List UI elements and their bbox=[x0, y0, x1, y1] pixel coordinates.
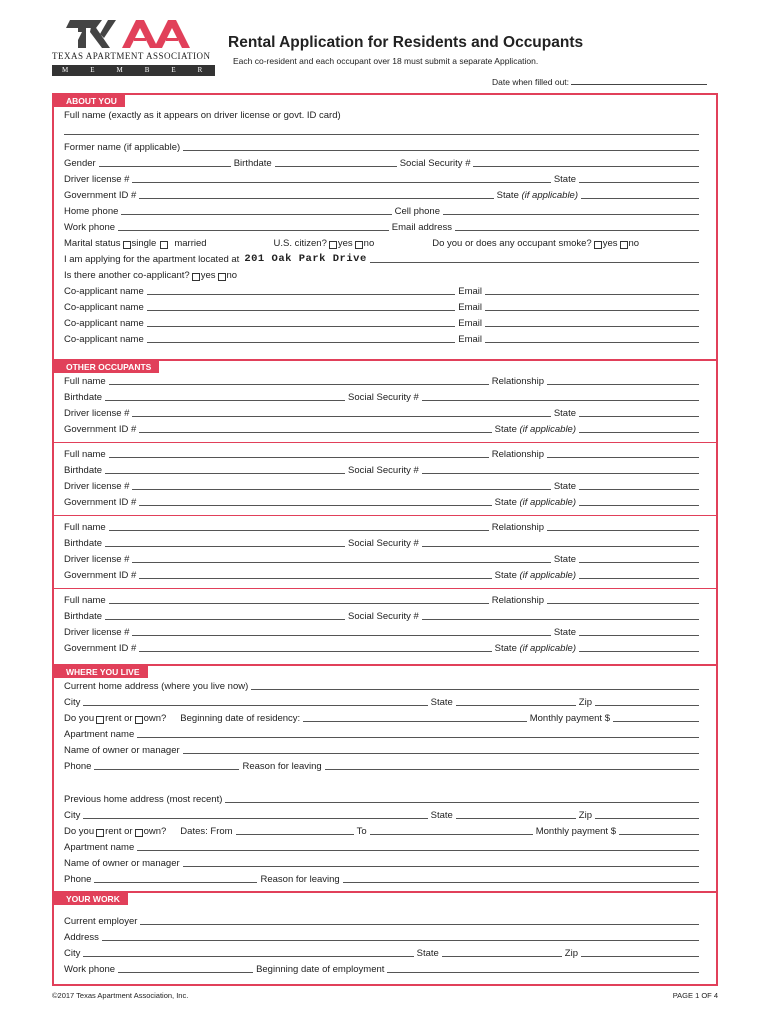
gender-row[interactable] bbox=[64, 157, 702, 169]
city-row[interactable] bbox=[64, 696, 702, 708]
occupant-1-row[interactable] bbox=[64, 423, 702, 435]
owner-manager-row[interactable] bbox=[64, 744, 702, 756]
occupant-divider bbox=[54, 442, 716, 443]
occupant-4-row[interactable] bbox=[64, 610, 702, 622]
occupant-birthdate-input[interactable] bbox=[105, 546, 345, 547]
occupant-relationship-input[interactable] bbox=[547, 457, 699, 458]
occupant-gov-id-input[interactable] bbox=[139, 651, 491, 652]
co-applicant-email-label: Email bbox=[458, 334, 482, 345]
prev-zip-label: Zip bbox=[578, 810, 592, 821]
begin-residency-label: Beginning date of residency: bbox=[180, 713, 301, 724]
single-checkbox[interactable] bbox=[123, 241, 131, 249]
co-applicant-row[interactable] bbox=[64, 317, 702, 329]
occupant-dl-state-label: State bbox=[553, 554, 576, 565]
occupant-dl-input[interactable] bbox=[132, 635, 550, 636]
work-state-input[interactable] bbox=[442, 956, 562, 957]
occupant-gov-id-input[interactable] bbox=[139, 432, 491, 433]
own-label: own? bbox=[143, 713, 167, 724]
full-name-line-row[interactable] bbox=[64, 125, 702, 137]
where-you-live-section bbox=[52, 664, 718, 893]
occupant-name-label: Full name bbox=[64, 449, 106, 460]
work-city-input[interactable] bbox=[83, 956, 413, 957]
smoke-no-checkbox[interactable] bbox=[620, 241, 628, 249]
occupant-dl-state-label: State bbox=[553, 408, 576, 419]
prev-city-input[interactable] bbox=[83, 818, 427, 819]
co-applicant-name-label: Co-applicant name bbox=[64, 302, 144, 313]
full-name-label: Full name (exactly as it appears on driver license or govt. ID card) bbox=[64, 110, 341, 121]
do-you-label: Do you bbox=[64, 713, 95, 724]
state-input[interactable] bbox=[456, 705, 576, 706]
date-filled-line[interactable] bbox=[571, 75, 707, 85]
work-zip-label: Zip bbox=[564, 948, 578, 959]
home-phone-input[interactable] bbox=[121, 214, 391, 215]
copyright: ©2017 Texas Apartment Association, Inc. bbox=[52, 991, 189, 1000]
occupant-gov-id-state-label: State (if applicable) bbox=[494, 424, 576, 435]
occupant-1-row[interactable] bbox=[64, 391, 702, 403]
phone-row[interactable] bbox=[64, 760, 702, 772]
occupant-dl-label: Driver license # bbox=[64, 554, 130, 565]
apartment-address-input[interactable] bbox=[370, 262, 699, 263]
married-checkbox[interactable] bbox=[160, 241, 168, 249]
occupant-gov-id-label: Government ID # bbox=[64, 570, 137, 581]
prev-rent-own-row[interactable] bbox=[64, 825, 702, 837]
co-applicant-email-input[interactable] bbox=[485, 310, 699, 311]
co-applicant-yes-checkbox[interactable] bbox=[192, 273, 200, 281]
member-banner: MEMBER bbox=[52, 65, 215, 76]
co-applicant-no-label: no bbox=[226, 270, 238, 281]
association-name: TEXAS APARTMENT ASSOCIATION bbox=[52, 51, 211, 61]
prev-city-row[interactable] bbox=[64, 809, 702, 821]
prev-own-checkbox[interactable] bbox=[135, 829, 143, 837]
phone-input[interactable] bbox=[94, 769, 239, 770]
rent-checkbox[interactable] bbox=[96, 716, 104, 724]
monthly-payment-label: Monthly payment $ bbox=[529, 713, 610, 724]
occupant-relationship-label: Relationship bbox=[491, 522, 544, 533]
occupant-dl-label: Driver license # bbox=[64, 408, 130, 419]
about-you-section bbox=[52, 93, 718, 361]
co-applicant-name-input[interactable] bbox=[147, 294, 455, 295]
occupant-dl-input[interactable] bbox=[132, 562, 550, 563]
citizen-yes-checkbox[interactable] bbox=[329, 241, 337, 249]
work-phone-label: Work phone bbox=[64, 964, 116, 975]
co-applicant-email-input[interactable] bbox=[485, 326, 699, 327]
occupant-dl-input[interactable] bbox=[132, 489, 550, 490]
prev-reason-leaving-input[interactable] bbox=[343, 882, 699, 883]
occupant-1-row[interactable] bbox=[64, 375, 702, 387]
dates-from-label: Dates: From bbox=[180, 826, 233, 837]
gov-id-state-label: State (if applicable) bbox=[496, 190, 578, 201]
state-label: State bbox=[430, 697, 453, 708]
smoke-no-label: no bbox=[628, 238, 640, 249]
cell-phone-label: Cell phone bbox=[394, 206, 440, 217]
work-phone-input[interactable] bbox=[118, 972, 253, 973]
zip-label: Zip bbox=[578, 697, 592, 708]
occupant-ssn-label: Social Security # bbox=[348, 611, 419, 622]
occupant-name-input[interactable] bbox=[109, 384, 489, 385]
apartment-name-input[interactable] bbox=[137, 737, 699, 738]
occupant-birthdate-input[interactable] bbox=[105, 400, 345, 401]
birthdate-label: Birthdate bbox=[233, 158, 272, 169]
co-applicant-name-input[interactable] bbox=[147, 342, 455, 343]
citizen-yes-label: yes bbox=[337, 238, 353, 249]
prev-owner-manager-label: Name of owner or manager bbox=[64, 858, 180, 869]
co-applicant-name-input[interactable] bbox=[147, 326, 455, 327]
work-city-label: City bbox=[64, 948, 81, 959]
occupant-name-input[interactable] bbox=[109, 530, 489, 531]
prev-apartment-name-row[interactable] bbox=[64, 841, 702, 853]
work-city-row[interactable] bbox=[64, 947, 702, 959]
about-you-label: ABOUT YOU bbox=[54, 95, 125, 107]
occupant-name-input[interactable] bbox=[109, 603, 489, 604]
current-address-label: Current home address (where you live now) bbox=[64, 681, 249, 692]
occupant-4-row[interactable] bbox=[64, 642, 702, 654]
city-input[interactable] bbox=[83, 705, 427, 706]
prev-owner-manager-row[interactable] bbox=[64, 857, 702, 869]
occupant-ssn-input[interactable] bbox=[422, 546, 699, 547]
work-address-row[interactable] bbox=[64, 931, 702, 943]
occupant-gov-id-label: Government ID # bbox=[64, 643, 137, 654]
phone-label: Phone bbox=[64, 761, 92, 772]
prev-rent-label: rent or bbox=[105, 826, 133, 837]
occupant-4-row[interactable] bbox=[64, 626, 702, 638]
smoke-label: Do you or does any occupant smoke? bbox=[432, 238, 592, 249]
occupant-gov-id-label: Government ID # bbox=[64, 424, 137, 435]
co-applicant-row[interactable] bbox=[64, 285, 702, 297]
dates-to-label: To bbox=[356, 826, 367, 837]
driver-license-label: Driver license # bbox=[64, 174, 130, 185]
apartment-name-label: Apartment name bbox=[64, 729, 135, 740]
occupant-ssn-label: Social Security # bbox=[348, 392, 419, 403]
occupant-relationship-label: Relationship bbox=[491, 449, 544, 460]
full-name-input[interactable] bbox=[64, 134, 699, 135]
single-label: single bbox=[131, 238, 157, 249]
occupant-dl-input[interactable] bbox=[132, 416, 550, 417]
page-number: PAGE 1 OF 4 bbox=[672, 991, 718, 1000]
occupant-birthdate-label: Birthdate bbox=[64, 392, 103, 403]
page-header bbox=[0, 0, 770, 95]
beginning-employment-label: Beginning date of employment bbox=[256, 964, 385, 975]
zip-input[interactable] bbox=[595, 705, 699, 706]
your-work-label: YOUR WORK bbox=[54, 893, 128, 905]
gov-id-state-input[interactable] bbox=[581, 198, 699, 199]
government-id-row[interactable] bbox=[64, 189, 702, 201]
full-name-row bbox=[64, 109, 702, 121]
birthdate-input[interactable] bbox=[275, 166, 397, 167]
occupant-ssn-label: Social Security # bbox=[348, 465, 419, 476]
government-id-label: Government ID # bbox=[64, 190, 137, 201]
smoke-yes-checkbox[interactable] bbox=[594, 241, 602, 249]
work-state-label: State bbox=[416, 948, 439, 959]
dates-from-input[interactable] bbox=[236, 834, 354, 835]
home-phone-label: Home phone bbox=[64, 206, 119, 217]
co-applicant-question-row bbox=[64, 269, 702, 281]
other-occupants-section bbox=[52, 359, 718, 666]
prev-rent-checkbox[interactable] bbox=[96, 829, 104, 837]
occupant-name-label: Full name bbox=[64, 595, 106, 606]
co-applicant-email-label: Email bbox=[458, 286, 482, 297]
your-work-section bbox=[52, 891, 718, 986]
dates-to-input[interactable] bbox=[370, 834, 533, 835]
occupant-name-input[interactable] bbox=[109, 457, 489, 458]
monthly-payment-input[interactable] bbox=[613, 721, 699, 722]
work-address-label: Address bbox=[64, 932, 99, 943]
co-applicant-row[interactable] bbox=[64, 301, 702, 313]
prev-monthly-payment-input[interactable] bbox=[619, 834, 699, 835]
occupant-dl-label: Driver license # bbox=[64, 627, 130, 638]
occupant-relationship-input[interactable] bbox=[547, 530, 699, 531]
occupant-3-row[interactable] bbox=[64, 553, 702, 565]
dl-state-input[interactable] bbox=[579, 182, 699, 183]
prev-apartment-name-label: Apartment name bbox=[64, 842, 135, 853]
occupant-name-label: Full name bbox=[64, 376, 106, 387]
current-employer-label: Current employer bbox=[64, 916, 138, 927]
occupant-name-label: Full name bbox=[64, 522, 106, 533]
previous-address-row[interactable] bbox=[64, 793, 702, 805]
prev-do-you-label: Do you bbox=[64, 826, 95, 837]
occupant-gov-id-input[interactable] bbox=[139, 578, 491, 579]
co-applicant-name-label: Co-applicant name bbox=[64, 286, 144, 297]
rent-label: rent or bbox=[105, 713, 133, 724]
work-address-input[interactable] bbox=[102, 940, 699, 941]
married-label: married bbox=[174, 238, 207, 249]
occupant-dl-state-label: State bbox=[553, 627, 576, 638]
dl-state-label: State bbox=[553, 174, 576, 185]
occupant-2-row[interactable] bbox=[64, 480, 702, 492]
work-phone-row[interactable] bbox=[64, 221, 702, 233]
occupant-dl-state-input[interactable] bbox=[579, 416, 699, 417]
co-applicant-name-label: Co-applicant name bbox=[64, 318, 144, 329]
reason-leaving-label: Reason for leaving bbox=[242, 761, 322, 772]
gender-input[interactable] bbox=[99, 166, 231, 167]
occupant-birthdate-input[interactable] bbox=[105, 619, 345, 620]
co-applicant-email-label: Email bbox=[458, 318, 482, 329]
occupant-1-row[interactable] bbox=[64, 407, 702, 419]
current-employer-row[interactable] bbox=[64, 915, 702, 927]
occupant-gov-id-state-input[interactable] bbox=[579, 505, 699, 506]
occupant-relationship-label: Relationship bbox=[491, 376, 544, 387]
occupant-divider bbox=[54, 588, 716, 589]
occupant-gov-id-state-input[interactable] bbox=[579, 432, 699, 433]
prev-zip-input[interactable] bbox=[595, 818, 699, 819]
previous-address-label: Previous home address (most recent) bbox=[64, 794, 223, 805]
prev-monthly-payment-label: Monthly payment $ bbox=[535, 826, 616, 837]
prev-city-label: City bbox=[64, 810, 81, 821]
occupant-dl-state-input[interactable] bbox=[579, 635, 699, 636]
occupant-gov-id-input[interactable] bbox=[139, 505, 491, 506]
current-employer-input[interactable] bbox=[140, 924, 699, 925]
work-phone-row[interactable] bbox=[64, 963, 702, 975]
former-name-row[interactable] bbox=[64, 141, 702, 153]
prev-reason-leaving-label: Reason for leaving bbox=[260, 874, 340, 885]
co-applicant-no-checkbox[interactable] bbox=[218, 273, 226, 281]
beginning-employment-input[interactable] bbox=[387, 972, 699, 973]
occupant-birthdate-label: Birthdate bbox=[64, 538, 103, 549]
occupant-relationship-input[interactable] bbox=[547, 384, 699, 385]
occupant-birthdate-label: Birthdate bbox=[64, 465, 103, 476]
co-applicant-email-input[interactable] bbox=[485, 342, 699, 343]
occupant-3-row[interactable] bbox=[64, 537, 702, 549]
where-you-live-label: WHERE YOU LIVE bbox=[54, 666, 148, 678]
prev-phone-input[interactable] bbox=[94, 882, 257, 883]
occupant-ssn-label: Social Security # bbox=[348, 538, 419, 549]
occupant-dl-label: Driver license # bbox=[64, 481, 130, 492]
occupant-divider bbox=[54, 515, 716, 516]
home-phone-row[interactable] bbox=[64, 205, 702, 217]
occupant-ssn-input[interactable] bbox=[422, 619, 699, 620]
citizen-label: U.S. citizen? bbox=[273, 238, 327, 249]
occupant-3-row[interactable] bbox=[64, 569, 702, 581]
previous-address-input[interactable] bbox=[225, 802, 699, 803]
government-id-input[interactable] bbox=[139, 198, 493, 199]
work-phone-label: Work phone bbox=[64, 222, 116, 233]
prev-state-label: State bbox=[430, 810, 453, 821]
applying-for-label: I am applying for the apartment located at bbox=[64, 254, 240, 265]
date-filled-field[interactable] bbox=[492, 75, 707, 87]
apartment-address-value[interactable]: 201 Oak Park Drive bbox=[244, 253, 367, 265]
prev-state-input[interactable] bbox=[456, 818, 576, 819]
citizen-no-label: no bbox=[363, 238, 375, 249]
apartment-name-row[interactable] bbox=[64, 728, 702, 740]
citizen-no-checkbox[interactable] bbox=[355, 241, 363, 249]
email-address-input[interactable] bbox=[455, 230, 699, 231]
co-applicant-email-label: Email bbox=[458, 302, 482, 313]
occupant-gov-id-state-input[interactable] bbox=[579, 651, 699, 652]
city-label: City bbox=[64, 697, 81, 708]
marital-status-label: Marital status bbox=[64, 238, 121, 249]
prev-owner-manager-input[interactable] bbox=[183, 866, 699, 867]
occupant-gov-id-state-input[interactable] bbox=[579, 578, 699, 579]
co-applicant-row[interactable] bbox=[64, 333, 702, 345]
date-filled-label: Date when filled out: bbox=[492, 77, 570, 87]
cell-phone-input[interactable] bbox=[443, 214, 699, 215]
occupant-ssn-input[interactable] bbox=[422, 473, 699, 474]
occupant-gov-id-label: Government ID # bbox=[64, 497, 137, 508]
occupant-3-row[interactable] bbox=[64, 521, 702, 533]
occupant-relationship-label: Relationship bbox=[491, 595, 544, 606]
former-name-input[interactable] bbox=[183, 150, 699, 151]
occupant-ssn-input[interactable] bbox=[422, 400, 699, 401]
occupant-2-row[interactable] bbox=[64, 496, 702, 508]
prev-phone-row[interactable] bbox=[64, 873, 702, 885]
work-phone-input[interactable] bbox=[118, 230, 389, 231]
marital-status-row bbox=[64, 237, 702, 249]
email-address-label: Email address bbox=[391, 222, 452, 233]
occupant-birthdate-input[interactable] bbox=[105, 473, 345, 474]
co-applicant-yes-label: yes bbox=[200, 270, 216, 281]
occupant-gov-id-state-label: State (if applicable) bbox=[494, 497, 576, 508]
applying-for-row[interactable] bbox=[64, 253, 702, 265]
occupant-4-row[interactable] bbox=[64, 594, 702, 606]
page-subtitle: Each co-resident and each occupant over 18 must submit a separate Application. bbox=[233, 56, 539, 66]
prev-apartment-name-input[interactable] bbox=[137, 850, 699, 851]
owner-manager-input[interactable] bbox=[183, 753, 699, 754]
occupant-gov-id-state-label: State (if applicable) bbox=[494, 643, 576, 654]
current-address-row[interactable] bbox=[64, 680, 702, 692]
occupant-dl-state-label: State bbox=[553, 481, 576, 492]
occupant-2-row[interactable] bbox=[64, 464, 702, 476]
smoke-yes-label: yes bbox=[602, 238, 618, 249]
co-applicant-name-input[interactable] bbox=[147, 310, 455, 311]
occupant-gov-id-state-label: State (if applicable) bbox=[494, 570, 576, 581]
page-title: Rental Application for Residents and Occupants bbox=[228, 34, 584, 51]
ssn-label: Social Security # bbox=[399, 158, 471, 169]
driver-license-input[interactable] bbox=[132, 182, 550, 183]
co-applicant-email-input[interactable] bbox=[485, 294, 699, 295]
begin-residency-input[interactable] bbox=[303, 721, 527, 722]
occupant-relationship-input[interactable] bbox=[547, 603, 699, 604]
occupant-2-row[interactable] bbox=[64, 448, 702, 460]
driver-license-row[interactable] bbox=[64, 173, 702, 185]
occupant-dl-state-input[interactable] bbox=[579, 562, 699, 563]
former-name-label: Former name (if applicable) bbox=[64, 142, 181, 153]
work-zip-input[interactable] bbox=[581, 956, 699, 957]
co-applicant-question-label: Is there another co-applicant? bbox=[64, 270, 190, 281]
occupant-birthdate-label: Birthdate bbox=[64, 611, 103, 622]
other-occupants-label: OTHER OCCUPANTS bbox=[54, 361, 159, 373]
ssn-input[interactable] bbox=[473, 166, 699, 167]
current-address-input[interactable] bbox=[251, 689, 699, 690]
prev-phone-label: Phone bbox=[64, 874, 92, 885]
reason-leaving-input[interactable] bbox=[325, 769, 699, 770]
occupant-dl-state-input[interactable] bbox=[579, 489, 699, 490]
rent-own-row[interactable] bbox=[64, 712, 702, 724]
prev-own-label: own? bbox=[143, 826, 167, 837]
gender-label: Gender bbox=[64, 158, 96, 169]
own-checkbox[interactable] bbox=[135, 716, 143, 724]
co-applicant-name-label: Co-applicant name bbox=[64, 334, 144, 345]
owner-manager-label: Name of owner or manager bbox=[64, 745, 180, 756]
